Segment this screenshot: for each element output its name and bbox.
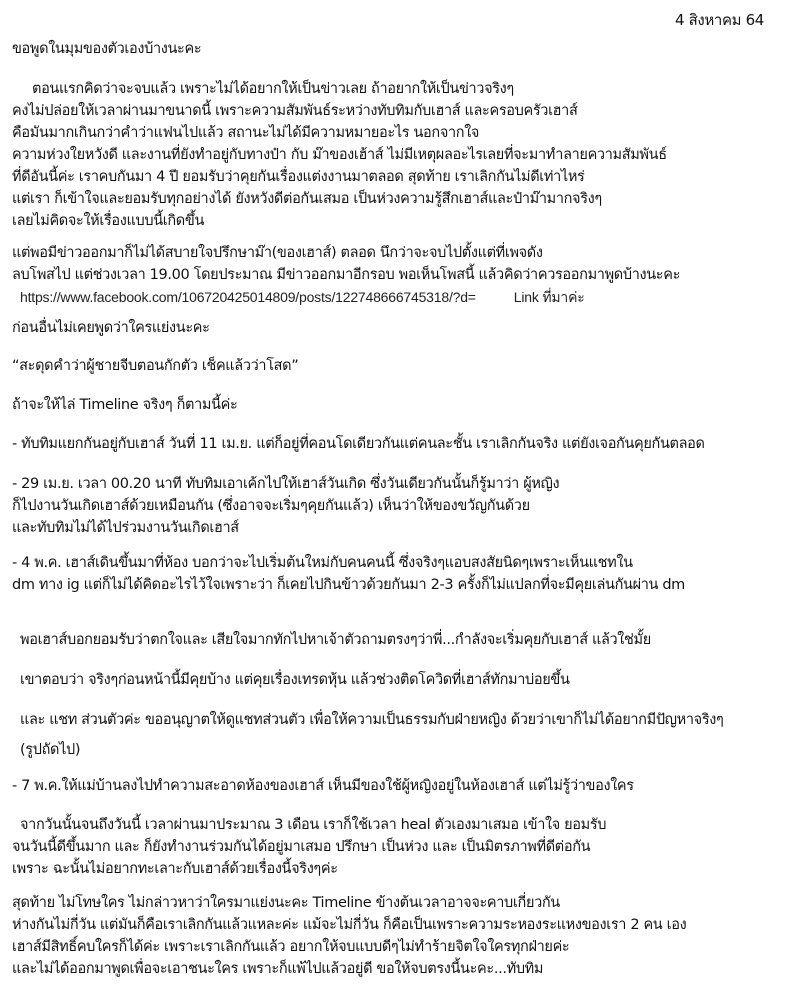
- text-line: แต่เรา ก็เข้าใจและยอมรับทุกอย่างได้ ยังหวังดีต่อกันเสมอ เป็นห่วงความรู้สึกเฮาส์และป๋าม๊ามากจริงๆ: [12, 191, 602, 207]
- text-line: จากวันนั้นจนถึงวันนี้ เวลาผ่านมาประมาณ 3 เดือน เราก็ใช้เวลา heal ตัวเองมาเสมอ เข้าใจ ยอมรับ: [20, 817, 607, 833]
- text-line: และ แชท ส่วนตัวค่ะ ขออนุญาตให้ดูแชทส่วนตัว เพื่อให้ความเป็นธรรมกับฝ่ายหญิง ด้วยว่าเขาก็ไม่ได้อยากมีปัญหาจริงๆ: [20, 712, 724, 728]
- text-line: ก็ไปงานวันเกิดเฮาส์ด้วยเหมือนกัน (ซึ่งอาจจะเริ่มๆคุยกันแล้ว) เห็นว่าให้ของขวัญกันด้วย: [12, 498, 530, 514]
- timeline-item-apr11: - ทับทิมแยกกันอยู่กับเฮาส์ วันที่ 11 เม.ย. แต่ก็อยู่ที่คอนโดเดียวกันแต่คนละชั้น เราเลิกกันจริง แต่ยังเจอกันคุยกันตลอด: [12, 436, 705, 452]
- text-line: เลยไม่คิดจะให้เรื่องแบบนี้เกิดขึ้น: [12, 213, 205, 229]
- timeline-item-apr29: - 29 เม.ย. เวลา 00.20 นาที ทับทิมเอาเค้กไปให้เฮาส์วันเกิด ซึ่งวันเดียวกันนั้นก็รู้มาว่า ผู้หญิง: [12, 476, 560, 492]
- text-line: dm ทาง ig แต่ก็ไม่ได้คิดอะไรไว้ใจเพราะว่า ก็เคยไปกินข้าวด้วยกันมา 2-3 ครั้งก็ไม่แปลกที่จะมีคุยเล่นกันผ่าน dm: [12, 577, 685, 593]
- source-link-row: [20, 287, 585, 307]
- text-line: และทับทิมไม่ได้ไปร่วมงานวันเกิดเฮาส์: [12, 520, 239, 536]
- timeline-intro: ถ้าจะให้ไล่ Timeline จริงๆ ก็ตามนี้ค่ะ: [12, 397, 238, 413]
- text-line: แต่พอมีข่าวออกมาก็ไม่ได้สบายใจปรึกษาม๊า(ของเฮาส์) ตลอด นึกว่าจะจบไปตั้งแต่ที่เพจดัง: [12, 245, 543, 261]
- text-line: จนวันนี้ดีขึ้นมาก และ ก็ยังทำงานร่วมกันได้อยู่มาเสมอ ปรึกษา เป็นห่วง และ เป็นมิตรภาพที่ดีต่อกัน: [12, 839, 591, 855]
- text-line: คือมันมากเกินกว่าคำว่าแฟนไปแล้ว สถานะไม่ได้มีความหมายอะไร นอกจากใจ: [12, 125, 480, 141]
- quote-line: “สะดุดคำว่าผู้ชายจีบตอนกักตัว เช็คแล้วว่าโสด”: [12, 358, 299, 374]
- text-line: (รูปถัดไป): [20, 742, 81, 758]
- text-line: ก่อนอื่นไม่เคยพูดว่าใครแย่งนะคะ: [12, 320, 210, 336]
- text-line: ตอนแรกคิดว่าจะจบแล้ว เพราะไม่ได้อยากให้เป็นข่าวเลย ถ้าอยากให้เป็นข่าวจริงๆ: [32, 81, 514, 97]
- timeline-item-may4: - 4 พ.ค. เฮาส์เดินขึ้นมาที่ห้อง บอกว่าจะไปเริ่มต้นใหม่กับคนคนนี้ ซึ่งจริงๆแอบสงสัยนิดๆเพราะเห็นแชทใน: [12, 555, 633, 571]
- text-line: ห่างกันไม่กี่วัน แต่มันก็คือเราเลิกกันแล้วแหละค่ะ แม้จะไม่กี่วัน ก็คือเป็นเพราะความระหองระแหงของเรา 2 คน เอง: [12, 917, 687, 933]
- text-line: เพราะ ฉะนั้นไม่อยากทะเลาะกับเฮาส์ด้วยเรื่องนี้จริงๆค่ะ: [12, 861, 338, 877]
- signature-line: และไม่ได้ออกมาพูดเพื่อจะเอาชนะใคร เพราะก็แพ้ไปแล้วอยู่ดี ขอให้จบตรงนี้นะคะ...ทับทิม: [12, 961, 544, 977]
- document-date: 4 สิงหาคม 64: [674, 11, 764, 29]
- text-line: ลบโพสไป แต่ช่วงเวลา 19.00 โดยประมาณ มีข่าวออกมาอีกรอบ พอเห็นโพสนี้ แล้วคิดว่าควรออกมาพูดบ้างนะคะ: [12, 267, 681, 283]
- timeline-item-may7: - 7 พ.ค.ให้แม่บ้านลงไปทำความสะอาดห้องของเฮาส์ เห็นมีของใช้ผู้หญิงอยู่ในห้องเฮาส์ แต่ไม่รู้ว่าของใคร: [12, 778, 634, 794]
- text-line: เฮาส์มีสิทธิ์คบใครก็ได้ค่ะ เพราะเราเลิกกันแล้ว อยากให้จบแบบดีๆไม่ทำร้ายจิตใจใครทุกฝ่ายค่ะ: [12, 939, 570, 955]
- text-line: พอเฮาส์บอกยอมรับว่าตกใจและ เสียใจมากทักไปหาเจ้าตัวถามตรงๆว่าพี่...กำลังจะเริ่มคุยกับเฮาส์ แล้วใช่มั้ย: [20, 632, 651, 648]
- text-line: เขาตอบว่า จริงๆก่อนหน้านี้มีคุยบ้าง แต่คุยเรื่องเทรดหุ้น แล้วช่วงติดโควิดที่เฮาส์ทักมาบ่อยขึ้น: [20, 672, 570, 688]
- document-heading: ขอพูดในมุมของตัวเองบ้างนะคะ: [12, 41, 202, 57]
- source-link-label: Link ที่มาค่ะ: [513, 289, 585, 305]
- source-url[interactable]: https://www.facebook.com/106720425014809/posts/122748666745318/?d=: [20, 289, 476, 305]
- text-line: ความห่วงใยหวังดี และงานที่ยังทำอยู่กับทางป๋า กับ ม๊าของเฮ้าส์ ไม่มีเหตุผลอะไรเลยที่จะมาทำลายความสัมพันธ์: [12, 147, 667, 163]
- text-line: ที่ดีอันนี้ค่ะ เราคบกันมา 4 ปี ยอมรับว่าคุยกันเรื่องแต่งงานมาตลอด สุดท้าย เราเลิกกันไม่ดีเท่าไหร่: [12, 169, 585, 185]
- text-line: สุดท้าย ไม่โทษใคร ไม่กล่าวหาว่าใครมาแย่งนะคะ Timeline ข้างต้นเวลาอาจจะคาบเกี่ยวกัน: [12, 895, 560, 911]
- text-line: คงไม่ปล่อยให้เวลาผ่านมาขนาดนี้ เพราะความสัมพันธ์ระหว่างทับทิมกับเฮาส์ และครอบครัวเฮาส์: [12, 103, 578, 119]
